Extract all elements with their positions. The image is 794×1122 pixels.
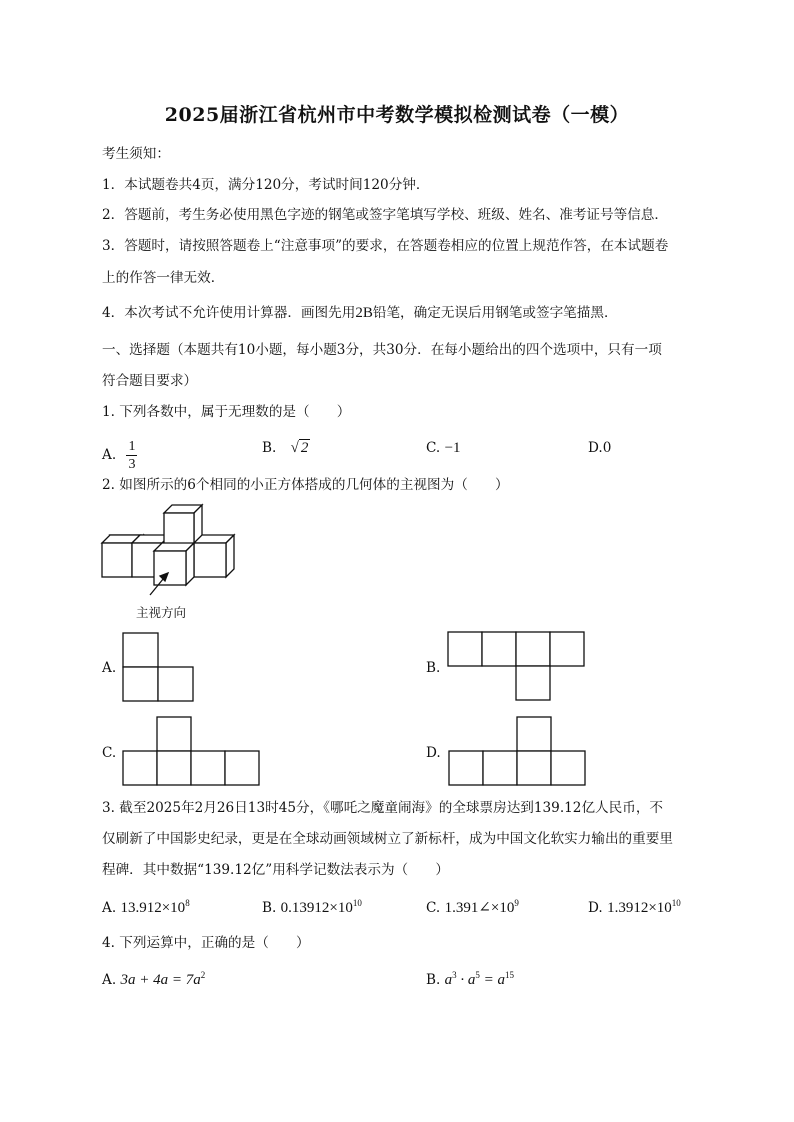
q1-option-a: A. $\frac{1}{3}$ (102, 439, 136, 472)
section-heading-cont: 符合题目要求） (102, 373, 198, 389)
q3-option-d: D. $1.3912\times 10^{10}$ (588, 898, 681, 916)
notice-item-3-cont: 上的作答一律无效． (102, 270, 225, 286)
q2-stem: 2. 如图所示的6个相同的小正方体搭成的几何体的主视图为（ ） (102, 477, 509, 493)
q3-stem-line1: 3. 截至2025年2月26日13时45分，《哪吒之魔童闹海》的全球票房达到139.12亿人民币，不 (102, 800, 664, 816)
q1-stem: 1. 下列各数中，属于无理数的是（ ） (102, 404, 351, 420)
q2-option-d-figure (448, 716, 588, 786)
notice-item-3: 3．答题时，请按照答题卷上“注意事项”的要求，在答题卷相应的位置上规范作答，在本试题卷 (102, 238, 669, 254)
q2-option-b-figure (447, 631, 587, 701)
q2-option-d-label: D. (426, 745, 441, 761)
q2-option-c-figure (122, 716, 262, 786)
q4-option-a: A. $3a + 4a = 7a^2$ (102, 970, 206, 988)
page-title: 2025届浙江省杭州市中考数学模拟检测试卷（一模） (164, 104, 630, 126)
q3-option-c: C. $1.391\angle\times 10^9$ (426, 898, 519, 916)
section-heading: 一、选择题（本题共有10小题，每小题3分，共30分．在每小题给出的四个选项中，只有一项 (102, 342, 662, 358)
q1-option-d: D.0 (588, 440, 612, 456)
q1-option-b: B. √ 2 (262, 440, 309, 456)
notice-item-1: 1．本试题卷共4页，满分120分，考试时间120分钟． (102, 177, 430, 193)
q2-cube-figure (102, 503, 242, 598)
cube-right (194, 535, 234, 577)
notice-item-2: 2．答题前，考生务必使用黑色字迹的钢笔或签字笔填写学校、班级、姓名、准考证号等信息． (102, 207, 668, 223)
q1-option-c: C. −1 (426, 440, 461, 456)
q2-option-c-label: C. (102, 745, 117, 761)
q4-stem: 4. 下列运算中，正确的是（ ） (102, 935, 310, 951)
q2-caption: 主视方向 (136, 605, 187, 620)
q3-option-b: B. $0.13912\times 10^{10}$ (262, 898, 362, 916)
q2-option-a-figure (122, 632, 194, 702)
q3-stem-line2: 仅刷新了中国影史纪录，更是在全球动画领域树立了新标杆，成为中国文化软实力输出的重要里 (102, 831, 673, 847)
q2-option-b-label: B. (426, 660, 441, 676)
q4-option-b: B. $a^3 \cdot a^5 = a^{15}$ (426, 970, 515, 988)
cube-front (154, 543, 194, 585)
q2-option-a-label: A. (102, 660, 117, 676)
q3-option-a: A. $13.912\times 10^8$ (102, 898, 190, 916)
notice-item-4: 4．本次考试不允许使用计算器．画图先用2B铅笔，确定无误后用钢笔或签字笔描黑． (102, 305, 618, 321)
q3-stem-line3: 程碑．其中数据“139.12亿”用科学记数法表示为（ ） (102, 862, 449, 878)
notice-heading: 考生须知： (102, 146, 170, 162)
